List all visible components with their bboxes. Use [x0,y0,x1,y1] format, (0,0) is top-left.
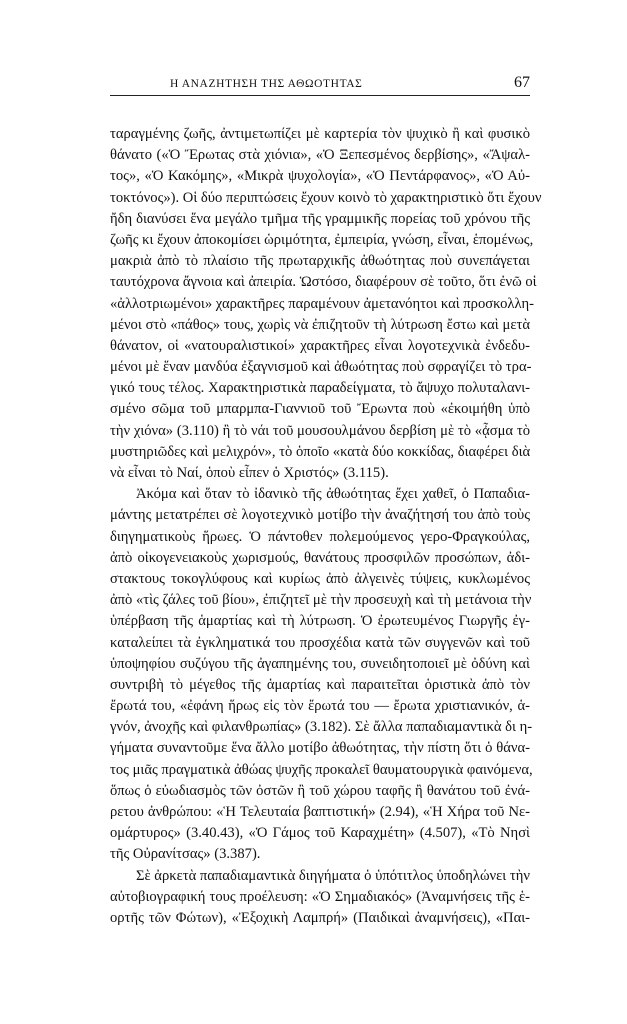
text-line: θάνατο («Ὁ Ἔρωτας στὰ χιόνια», «Ὁ Ξεπεσμένος δερβίσης», «Ἄψαλ- [110,147,530,164]
text-line: τῆς Οὐρανίτσας» (3.387). [110,846,261,863]
text-line: στακτους τοκογλύφους καὶ κυρίως ἀπὸ ἀλγεινὲς τύψεις, κυκλωμένος [110,570,530,587]
text-line: τοκτόνος»). Οἱ δύο περιπτώσεις ἔχουν κοινὸ τὸ χαρακτηριστικὸ ὅτι ἔχουν [110,189,542,206]
paragraph [110,866,530,930]
text-line: γνόν, ἀνοχῆς καὶ φιλανθρωπίας» (3.182). Σὲ ἄλλα παπαδιαμαντικὰ δι η- [110,719,533,736]
text-line: γήματα συναντοῦμε ἕνα ἄλλο μοτίβο ἀθωότητας, τὴν πίστη ὅτι ὁ θάνα- [110,740,530,757]
text-line: ομάρτυρος» (3.40.43), «Ὁ Γάμος τοῦ Καραχμέτη» (4.507), «Τὸ Νησὶ [110,825,530,842]
text-line: ταυτόχρονα ἄγνοια καὶ ἀπειρία. Ὡστόσο, διαφέρουν σὲ τοῦτο, ὅτι ἐνῶ οἱ [110,274,537,291]
text-line: μένοι στὸ «πάθος» τους, χωρὶς νὰ ἐπιζητοῦν τὴ λύτρωση ἔστω καὶ μετὰ [110,316,530,333]
text-line: θάνατον, οἱ «νατουραλιστικοί» χαρακτῆρες εἶναι λογοτεχνικὰ ἐνδεδυ- [110,337,530,354]
text-line: αὐτοβιογραφική τους προέλευση: «Ὁ Σημαδιακός» (Ἀναμνήσεις τῆς ἑ- [110,888,530,905]
text-line: ἤδη διανύσει ἕνα μεγάλο τμῆμα τῆς γραμμικῆς πορείας τοῦ χρόνου τῆς [110,210,530,227]
running-head [110,74,530,94]
text-line: μακριὰ ἀπὸ τὸ πλαίσιο τῆς πρωταρχικῆς ἀθωότητας ποὺ συνεπάγεται [110,253,530,270]
page-number: 67 [514,74,530,91]
text-line: διηγηματικοὺς ἥρωες. Ὁ πάντοθεν πολεμούμενος γερο-Φραγκούλας, [110,528,530,545]
text-line: τὴν χιόνα» (3.110) ἢ τὸ νάι τοῦ μουσουλμάνου δερβίση μὲ τὸ «ᾆσμα τὸ [110,422,530,439]
text-line: νὰ εἶναι τὸ Ναί, ὁποὺ εἶπεν ὁ Χριστός» (3.115). [110,465,389,481]
text-line: ρετου ἀνθρώπου: «Ἡ Τελευταία βαπτιστική» (2.94), «Ἡ Χήρα τοῦ Νε- [110,804,530,820]
text-line: «ἀλλοτριωμένοι» χαρακτῆρες παραμένουν ἀμετανόητοι καὶ προσκολλη- [110,295,534,312]
header-rule [110,95,530,96]
text-line: ὑποψηφίου συζύγου τῆς ἀγαπημένης του, συνειδητοποιεῖ μὲ ὀδύνη καὶ [110,655,530,672]
text-line: καταλείπει τὰ ἐγκληματικά του προσχέδια κατὰ τῶν συγγενῶν καὶ τοῦ [110,634,530,651]
text-line: τος μιᾶς πραγματικὰ ἀθώας ψυχῆς προκαλεῖ θαυματουργικὰ φαινόμενα, [110,761,533,778]
text-line: μυστηριῶδες καὶ μελιχρόν», τὸ ὁποῖο «κατὰ δύο κοκκίδας, διαφέρει διὰ [110,443,531,460]
text-line: συντριβὴ τὸ μέγεθος τῆς ἁμαρτίας καὶ παραιτεῖται ὁριστικὰ ἀπὸ τὸν [110,676,530,693]
paragraph [110,484,533,865]
text-line: μάντης μετατρέπει σὲ λογοτεχνικὸ μοτίβο τὴν ἀναζήτησή του ἀπὸ τοὺς [110,507,530,524]
text-line: Ἀκόμα καὶ ὅταν τὸ ἰδανικὸ τῆς ἀθωότητας ἔχει χαθεῖ, ὁ Παπαδια- [136,486,530,503]
text-line: ζωῆς κι ἔχουν ἀποκομίσει ὡριμότητα, ἐμπειρία, γνώση, εἶναι, ἑπομένως, [110,231,534,248]
text-line: ἀπὸ «τὶς ζάλες τοῦ βίου», ἐπιζητεῖ μὲ τὴν προσευχὴ καὶ τὴ μετάνοια τὴν [110,592,532,609]
text-line: ἀπὸ οἰκογενειακοὺς χωρισμούς, θανάτους προσφιλῶν προσώπων, ἀδι- [110,549,530,566]
text-line: Σὲ ἀρκετὰ παπαδιαμαντικὰ διηγήματα ὁ ὑπότιτλος ὑποδηλώνει τὴν [136,867,530,884]
text-line: μένοι μὲ ἕναν μανδύα ἐξαγνισμοῦ καὶ ἀθωότητας ποὺ σφραγίζει τὸ τρα- [110,359,532,376]
running-title: Η ΑΝΑΖΗΤΗΣΗ ΤΗΣ ΑΘΩΟΤΗΤΑΣ [170,78,363,90]
paragraph [110,124,542,484]
text-line: γικό τους τέλος. Χαρακτηριστικὰ παραδείγματα, τὸ ἄψυχο πολυταλανι- [110,380,530,397]
text-line: ἔρωτά του, «ἐφάνη ἥρως εἰς τὸν ἔρωτά του — ἔρωτα χριστιανικόν, ἁ- [110,698,530,715]
text-line: ταραγμένης ζωῆς, ἀντιμετωπίζει μὲ καρτερία τὸν ψυχικὸ ἢ καὶ φυσικὸ [110,126,530,142]
text-line: σμένο σῶμα τοῦ μπαρμπα-Γιαννιοῦ τοῦ Ἔρωντα ποὺ «ἐκοιμήθη ὑπὸ [110,401,530,418]
text-line: ὑπέρβαση τῆς ἁμαρτίας καὶ τὴ λύτρωση. Ὁ ἐρωτευμένος Γιωργῆς ἐγ- [110,613,530,630]
text-line: ορτῆς τῶν Φώτων), «Ἐξοχικὴ Λαμπρή» (Παιδικαὶ ἀναμνήσεις), «Παι- [110,909,530,926]
text-line: ὅπως ὁ εὐωδιασμὸς τῶν ὀστῶν ἢ τοῦ χώρου ταφῆς ἢ θανάτου τοῦ ἐνά- [110,782,530,799]
body-text [110,124,542,929]
text-line: τος», «Ὁ Κακόμης», «Μικρὰ ψυχολογία», «Ὁ Πεντάρφανος», «Ὁ Αὐ- [110,168,530,185]
